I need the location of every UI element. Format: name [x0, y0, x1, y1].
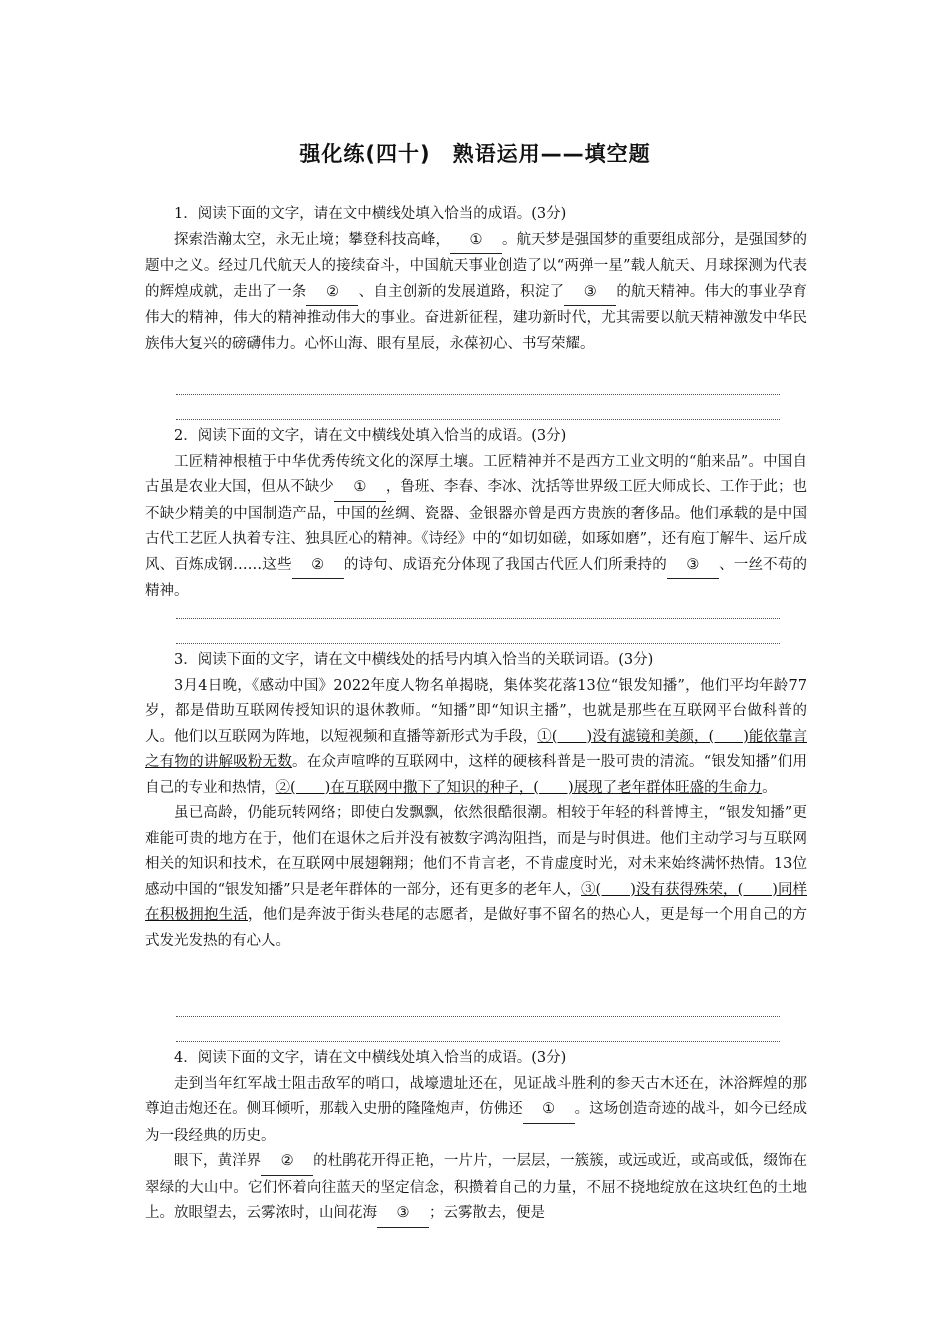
question-3-paragraph-2 — [145, 801, 807, 954]
q3-underlined-2[interactable]: ②( )在互联网中撒下了知识的种子，( )展现了老年群体旺盛的生命力 — [275, 779, 763, 796]
q3-underlined-1[interactable]: ①( )没有滤镜和美颜，( )能依靠言之有物的讲解吸粉无数 — [145, 728, 807, 770]
question-3-prompt: 3．阅读下面的文字，请在文中横线处的括号内填入恰当的关联词语。(3分) — [174, 652, 654, 668]
q2-text-2: ，鲁班、李春、李冰、沈括等世界级工匠大师成长、工作于此；也不缺少精美的中国制造产品，中国的丝绸、瓷器、金银器亦曾是西方贵族的奢侈品。他们承载的是中国古代工艺匠人执着专注、独具匠心的精神。《诗经》中的“如切如磋，如琢如磨”，还有庖丁解牛、运斤成风、百炼成钢……这些 — [145, 479, 808, 573]
answer-line-2a[interactable] — [176, 618, 780, 619]
question-1-passage — [145, 228, 807, 358]
answer-line-3b[interactable] — [176, 1041, 780, 1042]
q2-blank-3[interactable]: ③ — [667, 553, 719, 580]
q1-text-3: 、自主创新的发展道路，积淀了 — [358, 283, 565, 300]
question-1-prompt: 1．阅读下面的文字，请在文中横线处填入恰当的成语。(3分) — [174, 206, 567, 222]
q1-blank-3[interactable]: ③ — [564, 280, 616, 307]
question-3 — [145, 648, 807, 954]
q4-text-3: 眼下，黄洋界 — [174, 1153, 262, 1169]
q4-text-2: 。这场创造奇迹的战斗，如今已经成为一段经典的历史。 — [145, 1101, 808, 1144]
answer-line-1b[interactable] — [176, 419, 780, 420]
q3-text-1: 3月4日晚，《感动中国》2022年度人物名单揭晓，集体奖花落13位“银发知播”，他们平均年龄77岁，都是借助互联网传授知识的退休教师。“知播”即“知识主播”，也就是那些在互联网平台做科普的人。他们以互联网为阵地，以短视频和直播等新形式为手段， — [145, 677, 807, 745]
q1-text-2: 。航天梦是强国梦的重要组成部分，是强国梦的题中之义。经过几代航天人的接续奋斗，中国航天事业创造了以“两弹一星”载人航天、月球探测为代表的辉煌成就，走出了一条 — [145, 231, 808, 300]
q4-blank-3[interactable]: ③ — [377, 1201, 429, 1228]
q2-text-1: 工匠精神根植于中华优秀传统文化的深厚土壤。工匠精神并不是西方工业文明的“舶来品”。中国自古虽是农业大国，但从不缺少 — [145, 453, 807, 495]
question-4-paragraph-2 — [145, 1149, 807, 1228]
q2-blank-2[interactable]: ② — [292, 553, 344, 580]
question-3-paragraph-1 — [145, 674, 807, 802]
question-4-paragraph-1 — [145, 1072, 807, 1150]
q2-text-4: 、一丝不苟的精神。 — [145, 556, 808, 599]
question-4-prompt: 4．阅读下面的文字，请在文中横线处填入恰当的成语。(3分) — [174, 1050, 567, 1066]
q4-text-1: 走到当年红军战士阻击敌军的哨口，战壕遗址还在，见证战斗胜利的参天古木还在，沐浴辉煌的那尊迫击炮还在。侧耳倾听，那载入史册的隆隆炮声，仿佛还 — [145, 1075, 807, 1117]
q3-text-4: 虽已高龄，仍能玩转网络；即使白发飘飘，依然很酷很潮。相较于年轻的科普博主，“银发知播”更难能可贵的地方在于，他们在退休之后并没有被数字鸿沟阻挡，而是与时俱进。他们主动学习与互联网相关的知识和技术，在互联网中展翅翱翔；他们不肯言老，不肯虚度时光，对未来始终满怀热情。13位感动中国的“银发知播”只是老年群体的一部分，还有更多的老年人， — [145, 805, 807, 898]
q1-blank-1[interactable]: ① — [450, 228, 502, 255]
q2-text-3: 的诗句、成语充分体现了我国古代匠人们所秉持的 — [343, 556, 667, 573]
answer-line-1a[interactable] — [176, 394, 780, 395]
answer-line-2b[interactable] — [176, 643, 780, 644]
q1-blank-2[interactable]: ② — [306, 280, 358, 307]
page-title: 强化练(四十) 熟语运用——填空题 — [299, 142, 651, 166]
q4-blank-1[interactable]: ① — [523, 1097, 575, 1124]
q1-text-1: 探索浩瀚太空，永无止境；攀登科技高峰， — [174, 231, 450, 248]
answer-line-3a[interactable] — [176, 1016, 780, 1017]
question-2-passage — [145, 450, 807, 605]
q4-text-4: 的杜鹃花开得正艳，一片片，一层层，一簇簇，或远或近，或高或低，缀饰在翠绿的大山中。它们怀着向往蓝天的坚定信念，积攒着自己的力量，不屈不挠地绽放在这块红色的土地上。放眼望去，云雾浓时，山间花海 — [145, 1153, 808, 1221]
q3-underlined-3[interactable]: ③( )没有获得殊荣，( )同样在积极拥抱生活 — [145, 881, 807, 923]
question-1 — [145, 202, 807, 357]
q2-blank-1[interactable]: ① — [334, 475, 386, 502]
q3-text-2: 。在众声喧哗的互联网中，这样的硬核科普是一股可贵的清流。“银发知播”们用自己的专业和热情， — [145, 754, 808, 796]
q4-text-5: ；云雾散去，便是 — [429, 1205, 545, 1221]
q4-blank-2[interactable]: ② — [261, 1149, 313, 1176]
q3-text-5: ，他们是奔波于街头巷尾的志愿者，是做好事不留名的热心人，更是每一个用自己的方式发光发热的有心人。 — [145, 907, 808, 949]
q3-text-3: 。 — [762, 779, 777, 796]
question-2-prompt: 2．阅读下面的文字，请在文中横线处填入恰当的成语。(3分) — [174, 428, 567, 444]
question-2 — [145, 424, 807, 605]
question-4 — [145, 1046, 807, 1228]
q1-text-4: 的航天精神。伟大的事业孕育伟大的精神，伟大的精神推动伟大的事业。奋进新征程，建功新时代，尤其需要以航天精神激发中华民族伟大复兴的磅礴伟力。心怀山海、眼有星辰，永葆初心、书写荣耀。 — [145, 283, 808, 352]
